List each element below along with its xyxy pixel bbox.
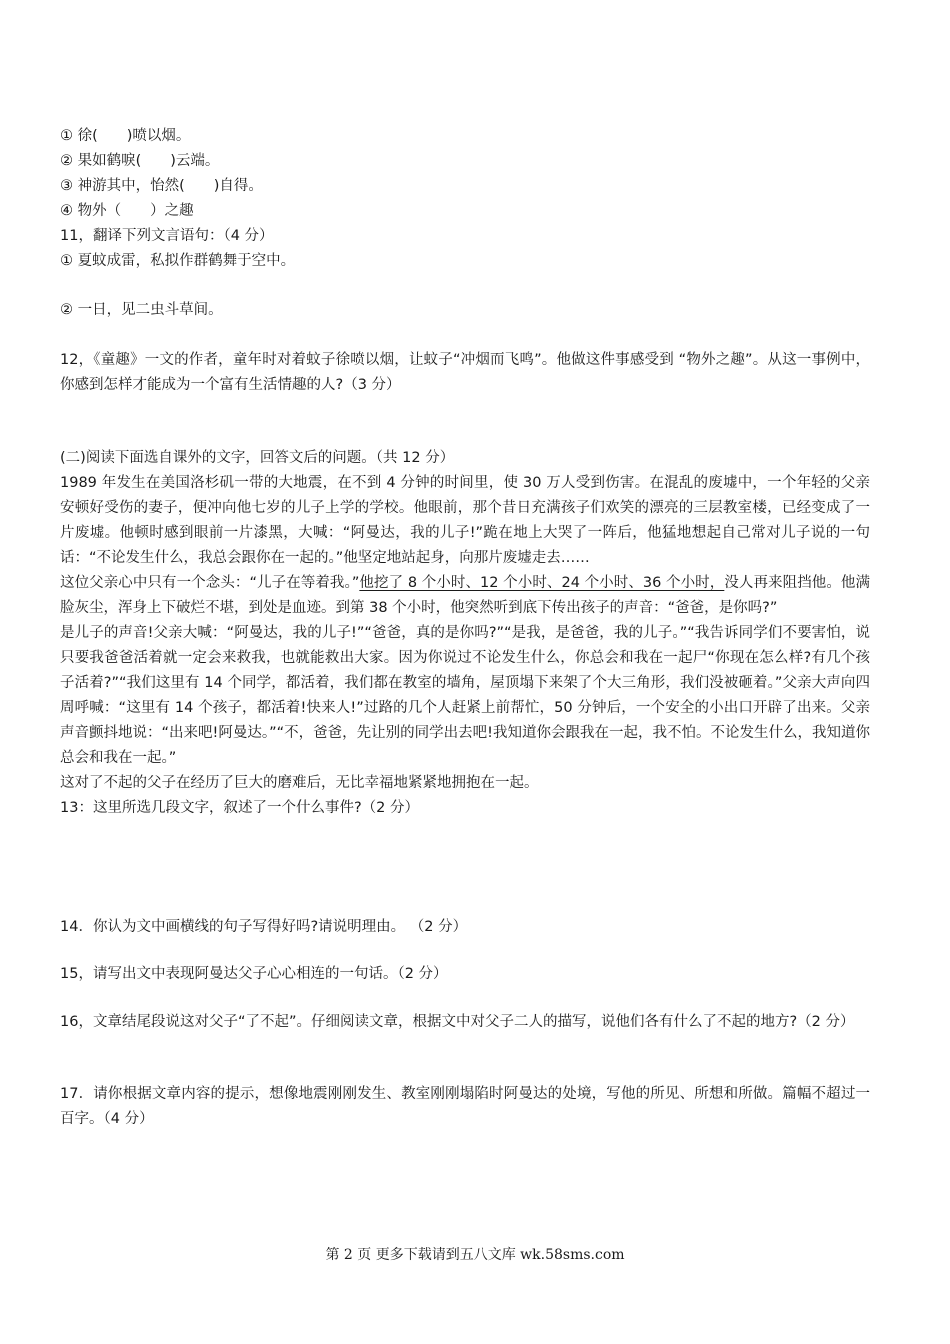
question-11-title: 11，翻译下列文言语句：（4 分） (60, 228, 274, 244)
question-15-block (60, 962, 870, 987)
fill-blank-item-2: ② 果如鹤唳( )云端。 (60, 153, 220, 169)
reading-section (60, 446, 870, 821)
question-14-block (60, 915, 870, 940)
question-11-item-2-block (60, 298, 870, 323)
question-16: 16，文章结尾段说这对父子“了不起”。仔细阅读文章，根据文中对父子二人的描写，说他们各有什么了不起的地方?（2 分） (60, 1014, 855, 1030)
question-12-block (60, 348, 870, 398)
question-13: 13：这里所选几段文字，叙述了一个什么事件?（2 分） (60, 800, 419, 816)
passage-paragraph-1: 1989 年发生在美国洛杉矶一带的大地震，在不到 4 分钟的时间里，使 30 万人受到伤害。在混乱的废墟中，一个年轻的父亲安顿好受伤的妻子，便冲向他七岁的儿子上学的学校。他眼前，那个昔日充满孩子们欢笑的漂亮的三层教室楼，已经变成了一片废墟。他顿时感到眼前一片漆黑，大喊：“阿曼达，我的儿子!”跪在地上大哭了一阵后，他猛地想起自己常对儿子说的一句话：“不论发生什么，我总会跟你在一起的。”他坚定地站起身，向那片废墟走去…… (60, 475, 870, 566)
passage-paragraph-2-lead: 这位父亲心中只有一个念头：“儿子在等着我。” (60, 575, 360, 591)
section-heading: (二)阅读下面选自课外的文字，回答文后的问题。（共 12 分） (60, 450, 455, 466)
page-footer: 第 2 页 更多下载请到五八文库 wk.58sms.com (325, 1247, 625, 1263)
question-11-item-2: ② 一日，见二虫斗草间。 (60, 302, 223, 318)
question-14: 14．你认为文中画横线的句子写得好吗?请说明理由。 （2 分） (60, 919, 468, 935)
question-17-block (60, 1082, 870, 1132)
passage-paragraph-2-rest: 没人再来阻挡他。他满脸灰尘，浑身上下破烂不堪，到处是血迹。到第 38 个小时，他突然听到底下传出孩子的声音：“爸爸，是你吗?” (60, 575, 870, 616)
fill-blank-item-1: ① 徐( )喷以烟。 (60, 128, 191, 144)
question-11-item-1: ① 夏蚊成雷，私拟作群鹤舞于空中。 (60, 253, 296, 269)
question-17: 17．请你根据文章内容的提示，想像地震刚刚发生、教室刚刚塌陷时阿曼达的处境，写他的所见、所想和所做。篇幅不超过一百字。（4 分） (60, 1086, 870, 1127)
fill-blank-item-4: ④ 物外（ ）之趣 (60, 203, 194, 219)
question-12: 12，《童趣》一文的作者，童年时对着蚊子徐喷以烟，让蚊子“冲烟而飞鸣”。他做这件事感受到 “物外之趣”。从这一事例中，你感到怎样才能成为一个富有生活情趣的人?（3 分） (60, 352, 870, 393)
passage-paragraph-3: 是儿子的声音!父亲大喊：“阿曼达，我的儿子!”“爸爸，真的是你吗?”“是我，是爸爸，我的儿子。”“我告诉同学们不要害怕，说只要我爸爸活着就一定会来救我，也就能救出大家。因为你说过不论发生什么，你总会和我在一起尸“你现在怎么样?有几个孩子活着?”“我们这里有 14 个同学，都活着，我们都在教室的墙角，屋顶塌下来架了个大三角形，我们没被砸着。”父亲大声向四周呼喊：“这里有 14 个孩子，都活着!快来人!”过路的几个人赶紧上前帮忙，50 分钟后，一个安全的小出口开辟了出来。父亲声音颤抖地说：“出来吧!阿曼达。”“不，爸爸，先让别的同学出去吧!我知道你会跟我在一起，我不怕。不论发生什么，我知道你总会和我在一起。” (60, 625, 870, 766)
fill-blank-list (60, 124, 870, 274)
underlined-sentence: 他挖了 8 个小时、12 个小时、24 个小时、36 个小时， (359, 575, 725, 591)
fill-blank-item-3: ③ 神游其中，怡然( )自得。 (60, 178, 263, 194)
passage-paragraph-4: 这对了不起的父子在经历了巨大的磨难后，无比幸福地紧紧地拥抱在一起。 (60, 775, 539, 791)
question-16-block (60, 1010, 870, 1035)
question-15: 15，请写出文中表现阿曼达父子心心相连的一句话。（2 分） (60, 966, 448, 982)
passage-paragraph-2 (60, 571, 870, 621)
